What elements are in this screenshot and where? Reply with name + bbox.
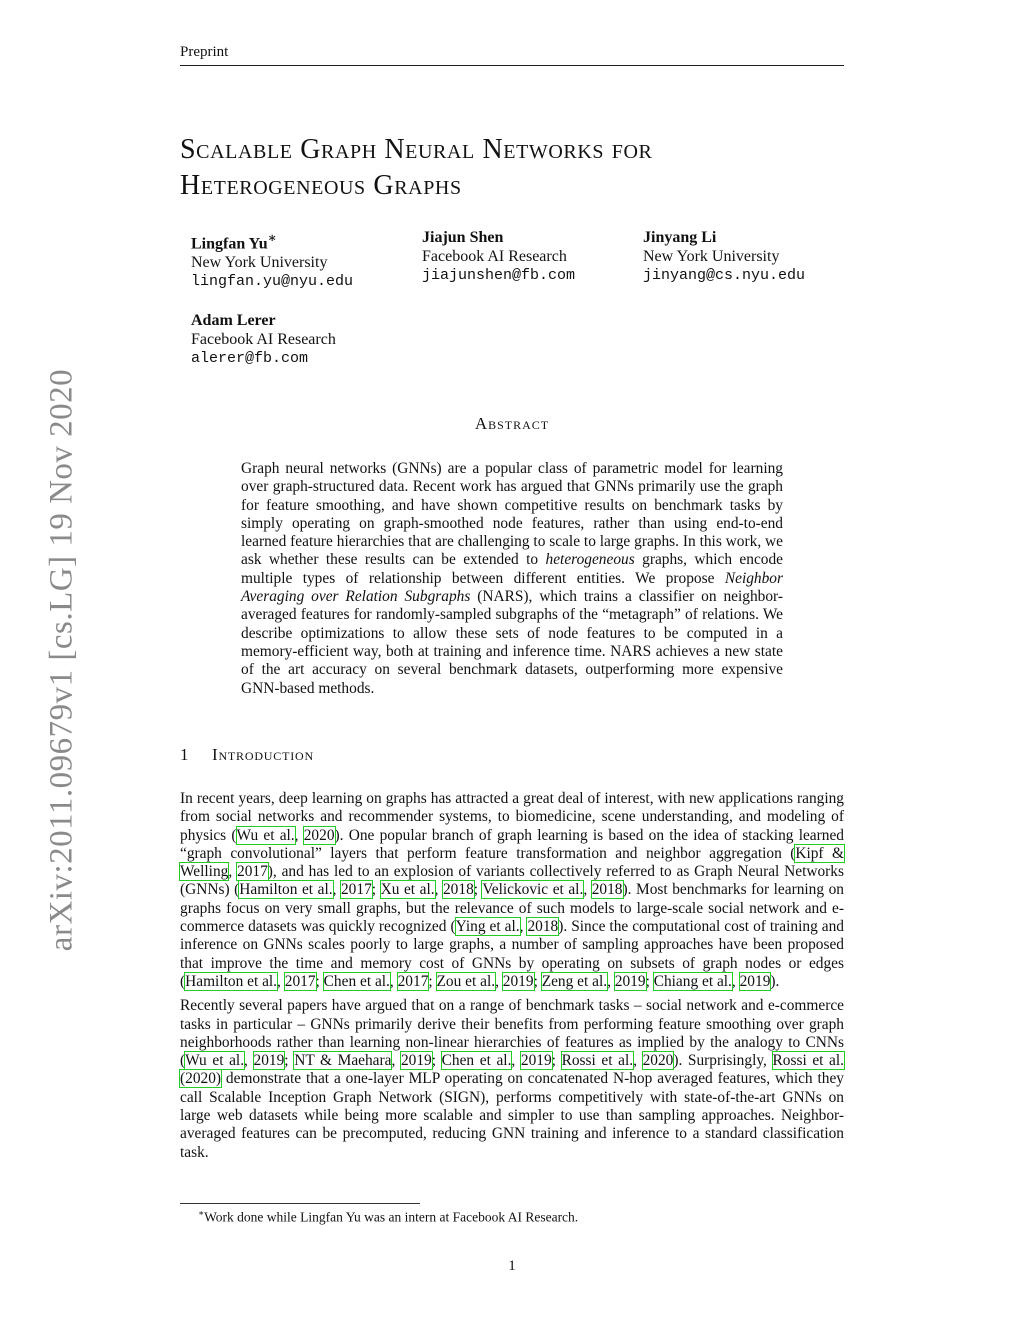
text-run: ). bbox=[770, 972, 780, 990]
abstract-part: graphs, which encode multiple types of relationship between different entities. We propose bbox=[241, 551, 783, 587]
abstract-text bbox=[241, 460, 783, 698]
paragraph: Recently several papers have argued that on a range of benchmark tasks – social network and e-commerce tasks in particular – GNNs primarily derive their benefits from performing feature smoothing over graph neighborhoods rather than learning non-linear hierarchies of features as implied by the analogy to CNNs (Wu et al., 2019; NT & Maehara, 2019; Chen et al., 2019; Rossi et al., 2020). Surprisingly, Rossi et al. (2020) demonstrate that a one-layer MLP operating on concatenated N-hop averaged features, which they call Scalable Inception Graph Network (SIGN), performs competitively with state-of-the-art GNNs on large web datasets while being more scalable and simpler to use than sampling approaches. Neighbor-averaged features can be precomputed, reducing GNN training and inference to a standard classification task. bbox=[180, 997, 845, 1161]
author-name: Jinyang Li bbox=[643, 229, 717, 246]
author-affiliation: New York University bbox=[191, 254, 328, 272]
text-run: ). Since the computational cost of training and inference on GNNs scales poorly to large graphs, a number of sampling approaches have been proposed that improve the time and memory cost of GNNs by operating on subsets of graph nodes or edges ( bbox=[180, 918, 844, 990]
abstract-emphasis: heterogeneous bbox=[545, 551, 635, 569]
text-run: ). Surprisingly, bbox=[673, 1052, 773, 1070]
text-run: In recent years, deep learning on graphs has attracted a great deal of interest, with new applications ranging from social networks and recommender systems, to biomedicine, scene understanding, and modeling of physics ( bbox=[180, 790, 844, 844]
footnote-text: Work done while Lingfan Yu was an intern at Facebook AI Research. bbox=[204, 1209, 579, 1225]
citation-link[interactable]: 2019 bbox=[739, 972, 771, 990]
footnote-divider bbox=[180, 1203, 420, 1204]
citation-link[interactable]: Chiang et al. bbox=[653, 972, 732, 990]
abstract-emphasis: Neighbor Averaging over Relation Subgraphs bbox=[241, 569, 783, 606]
title-line-1: Scalable Graph Neural Networks for bbox=[180, 134, 653, 165]
citation-link[interactable]: 2017 bbox=[340, 881, 372, 899]
text-run: ), and has led to an explosion of variants collectively referred to as Graph Neural Networks (GNNs) ( bbox=[180, 863, 844, 899]
citation-link[interactable]: 2017 bbox=[237, 863, 268, 881]
author-name: Jiajun Shen bbox=[422, 229, 504, 246]
citation-link[interactable]: 2019 bbox=[400, 1052, 432, 1070]
citation-link[interactable]: 2019 bbox=[253, 1052, 285, 1070]
text-run: demonstrate that a one-layer MLP operating on concatenated N-hop averaged features, which they call Scalable Inception Graph Network (SIGN), performs competitively with state-of-the-art GNNs on large web datasets while being more scalable and simpler to use than sampling approaches. Neighbor-averaged features can be precomputed, reducing GNN training and inference to a standard classification task. bbox=[180, 1070, 844, 1161]
citation-link[interactable]: 2019 bbox=[520, 1052, 552, 1070]
text-run: Recently several papers have argued that on a range of benchmark tasks – social network and e-commerce tasks in particular – GNNs primarily derive their benefits from performing feature smoothing over graph neighborhoods rather than learning non-linear hierarchies of features as implied by the analogy to CNNs ( bbox=[180, 997, 844, 1070]
citation-link[interactable]: 2020 bbox=[642, 1052, 674, 1070]
paragraph: In recent years, deep learning on graphs has attracted a great deal of interest, with new applications ranging from social networks and recommender systems, to biomedicine, scene understanding, and modeling of physics (Wu et al., 2020). One popular branch of graph learning is based on the idea of stacking learned “graph convolutional” layers that perform feature transformation and neighbor aggregation (Kipf & Welling, 2017), and has led to an explosion of variants collectively referred to as Graph Neural Networks (GNNs) (Hamilton et al., 2017; Xu et al., 2018; Velickovic et al., 2018). Most benchmarks for learning on graphs focus on very small graphs, but the relevance of such models to large-scale social network and e-commerce datasets was quickly recognized (Ying et al., 2018). Since the computational cost of training and inference on GNNs scales poorly to large graphs, a number of sampling approaches have been proposed that improve the time and memory cost of GNNs by operating on subsets of graph nodes or edges (Hamilton et al., 2017; Chen et al., 2017; Zou et al., 2019; Zeng et al., 2019; Chiang et al., 2019). bbox=[180, 790, 844, 990]
citation-link[interactable]: 2020 bbox=[303, 826, 335, 844]
text-run: ). Most benchmarks for learning on graphs focus on very small graphs, but the relevance of such models to large-scale social network and e-commerce datasets was quickly recognized ( bbox=[180, 881, 844, 936]
citation-link[interactable]: Rossi et al. bbox=[561, 1052, 634, 1070]
citation-link[interactable]: Rossi et al. bbox=[772, 1052, 845, 1070]
citation-link[interactable]: Hamilton et al. bbox=[239, 881, 333, 899]
arxiv-identifier: arXiv:2011.09679v1 [cs.LG] 19 Nov 2020 bbox=[43, 368, 80, 952]
citation-link[interactable]: Hamilton et al. bbox=[185, 972, 278, 990]
author-2 bbox=[422, 228, 575, 285]
citation-link[interactable]: 2019 bbox=[502, 972, 534, 990]
citation-link[interactable]: 2018 bbox=[442, 881, 474, 899]
author-name: Adam Lerer bbox=[191, 312, 276, 329]
citation-link[interactable]: Chen et al. bbox=[323, 972, 390, 990]
author-email[interactable]: jinyang@cs.nyu.edu bbox=[643, 267, 806, 284]
author-3 bbox=[643, 228, 805, 285]
author-affiliation: Facebook AI Research bbox=[422, 248, 567, 265]
footnote bbox=[198, 1208, 578, 1226]
title-line-2: Heterogeneous Graphs bbox=[180, 170, 462, 201]
citation-link[interactable]: Velickovic et al. bbox=[482, 881, 584, 899]
abstract-part: (NARS), which trains a classifier on neighbor-averaged features for randomly-sampled subgraphs of the “metagraph” of relations. We describe optimizations to allow these sets of node features to be computed in a memory-efficient way, both at training and inference time. NARS achieves a new state of the art accuracy on several benchmark datasets, outperforming more expensive GNN-based methods. bbox=[241, 588, 783, 697]
author-email[interactable]: jiajunshen@fb.com bbox=[422, 267, 576, 284]
section-title: Introduction bbox=[212, 745, 314, 764]
citation-link[interactable]: 2017 bbox=[397, 972, 429, 990]
citation-link[interactable]: Kipf & Welling bbox=[180, 844, 844, 881]
introduction-body bbox=[180, 790, 844, 1168]
page-number: 1 bbox=[508, 1258, 516, 1274]
citation-link[interactable]: 2018 bbox=[527, 918, 559, 936]
citation-link[interactable]: 2017 bbox=[284, 972, 316, 990]
citation-link[interactable]: Wu et al. bbox=[236, 826, 295, 844]
citation-link[interactable]: 2019 bbox=[614, 972, 646, 990]
abstract-part: Graph neural networks (GNNs) are a popular class of parametric model for learning over graph-structured data. Recent work has argued that GNNs primarily use the graph for feature smoothing, and have shown competitive results on benchmark tasks by simply operating on graph-smoothed node features, rather than using end-to-end learned feature hierarchies that are challenging to scale to large graphs. In this work, we ask whether these results can be extended to bbox=[241, 460, 783, 569]
section-heading bbox=[180, 745, 314, 765]
citation-link[interactable]: 2018 bbox=[591, 881, 623, 899]
citation-link[interactable]: (2020) bbox=[180, 1070, 222, 1088]
author-footnote-mark: ∗ bbox=[267, 230, 277, 245]
author-affiliation: New York University bbox=[643, 248, 780, 265]
author-email[interactable]: lingfan.yu@nyu.edu bbox=[191, 273, 354, 291]
citation-link[interactable]: Chen et al. bbox=[441, 1052, 512, 1070]
citation-link[interactable]: Wu et al. bbox=[185, 1052, 245, 1070]
citation-link[interactable]: Zeng et al. bbox=[541, 972, 608, 990]
author-email[interactable]: alerer@fb.com bbox=[191, 350, 309, 367]
citation-link[interactable]: Zou et al. bbox=[436, 972, 496, 990]
running-head: Preprint bbox=[180, 44, 844, 66]
footnote-mark: ∗ bbox=[198, 1208, 205, 1218]
text-run: ). One popular branch of graph learning is based on the idea of stacking learned “graph convolutional” layers that perform feature transformation and neighbor aggregation ( bbox=[180, 826, 844, 862]
citation-link[interactable]: NT & Maehara bbox=[294, 1052, 392, 1070]
author-1 bbox=[191, 228, 353, 291]
section-number: 1 bbox=[180, 745, 189, 764]
author-4 bbox=[191, 311, 336, 368]
author-affiliation: Facebook AI Research bbox=[191, 331, 336, 348]
citation-link[interactable]: Ying et al. bbox=[455, 918, 520, 936]
citation-link[interactable]: Xu et al. bbox=[380, 881, 435, 899]
abstract-heading: Abstract bbox=[474, 414, 550, 433]
paper-title bbox=[180, 132, 844, 204]
author-name: Lingfan Yu bbox=[191, 235, 268, 253]
